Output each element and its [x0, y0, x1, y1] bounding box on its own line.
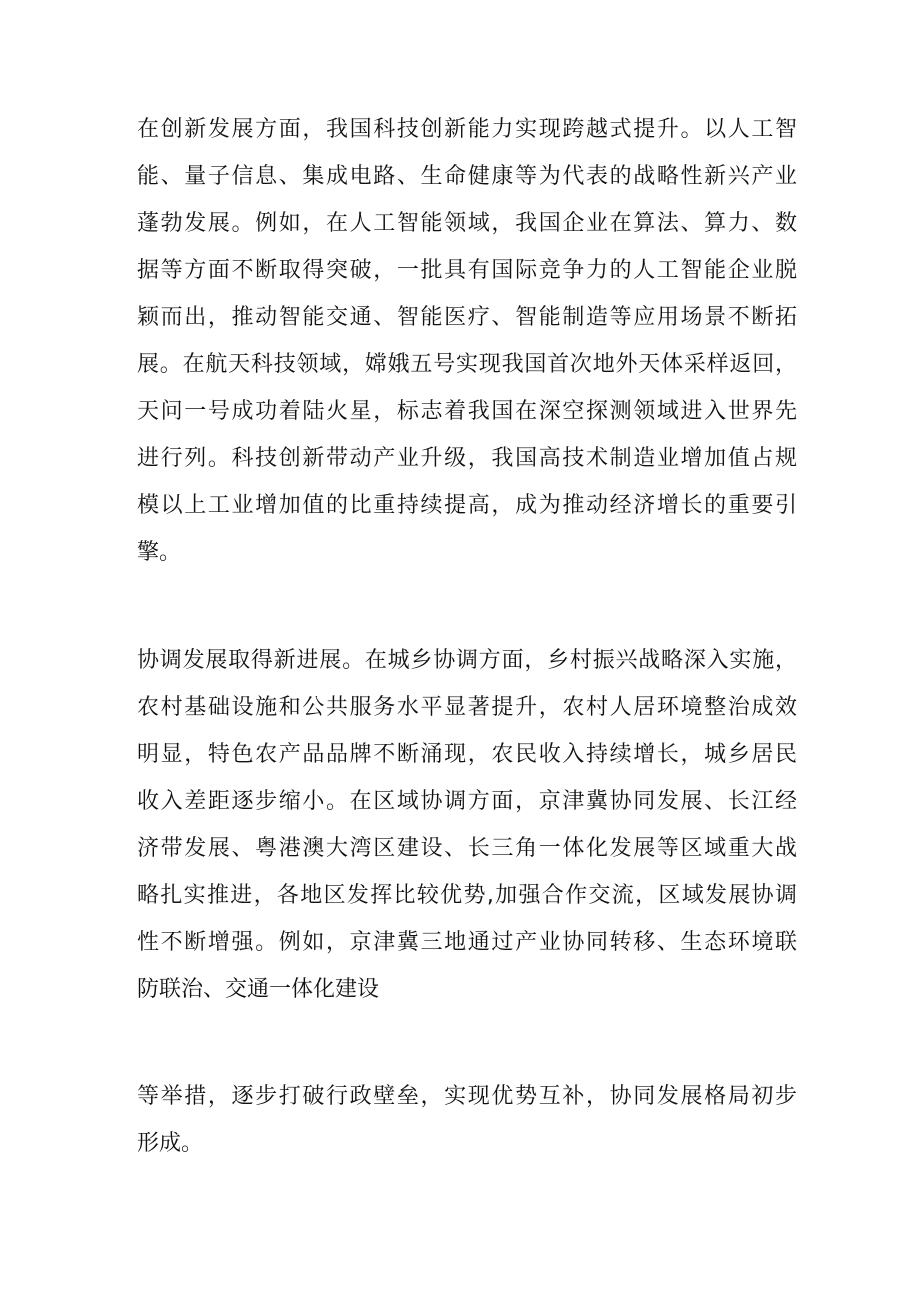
text-line: 形成。	[137, 1131, 204, 1156]
text-line: 据等方面不断取得突破，一批具有国际竞争力的人工智能企业脱	[137, 258, 797, 283]
text-line: 天问一号成功着陆火星，标志着我国在深空探测领域进入世界先	[137, 399, 797, 424]
text-line: 在创新发展方面，我国科技创新能力实现跨越式提升。以人工智	[137, 117, 797, 142]
text-line: 能、量子信息、集成电路、生命健康等为代表的战略性新兴产业	[137, 164, 797, 189]
text-line: 模以上工业增加值的比重持续提高，成为推动经济增长的重要引	[137, 493, 797, 518]
text-line: 展。在航天科技领域，嫦娥五号实现我国首次地外天体采样返回，	[137, 352, 797, 377]
text-line: 济带发展、粤港澳大湾区建设、长三角一体化发展等区域重大战	[137, 836, 797, 861]
text-line: 略扎实推进，各地区发挥比较优势,加强合作交流，区域发展协调	[137, 883, 797, 908]
text-line: 性不断增强。例如，京津冀三地通过产业协同转移、生态环境联	[137, 930, 797, 955]
text-line: 防联治、交通一体化建设	[137, 977, 380, 1002]
text-line: 等举措，逐步打破行政壁垒，实现优势互补，协同发展格局初步	[137, 1084, 797, 1109]
text-line: 颖而出，推动智能交通、智能医疗、智能制造等应用场景不断拓	[137, 305, 797, 330]
text-line: 收入差距逐步缩小。在区域协调方面，京津冀协同发展、长江经	[137, 789, 797, 814]
text-line: 农村基础设施和公共服务水平显著提升，农村人居环境整治成效	[137, 695, 797, 720]
text-line: 协调发展取得新进展。在城乡协调方面，乡村振兴战略深入实施，	[137, 648, 797, 673]
text-line: 蓬勃发展。例如，在人工智能领域，我国企业在算法、算力、数	[137, 211, 797, 236]
text-line: 进行列。科技创新带动产业升级，我国高技术制造业增加值占规	[137, 446, 797, 471]
text-line: 明显，特色农产品品牌不断涌现，农民收入持续增长，城乡居民	[137, 742, 797, 767]
text-line: 擎。	[137, 540, 182, 565]
